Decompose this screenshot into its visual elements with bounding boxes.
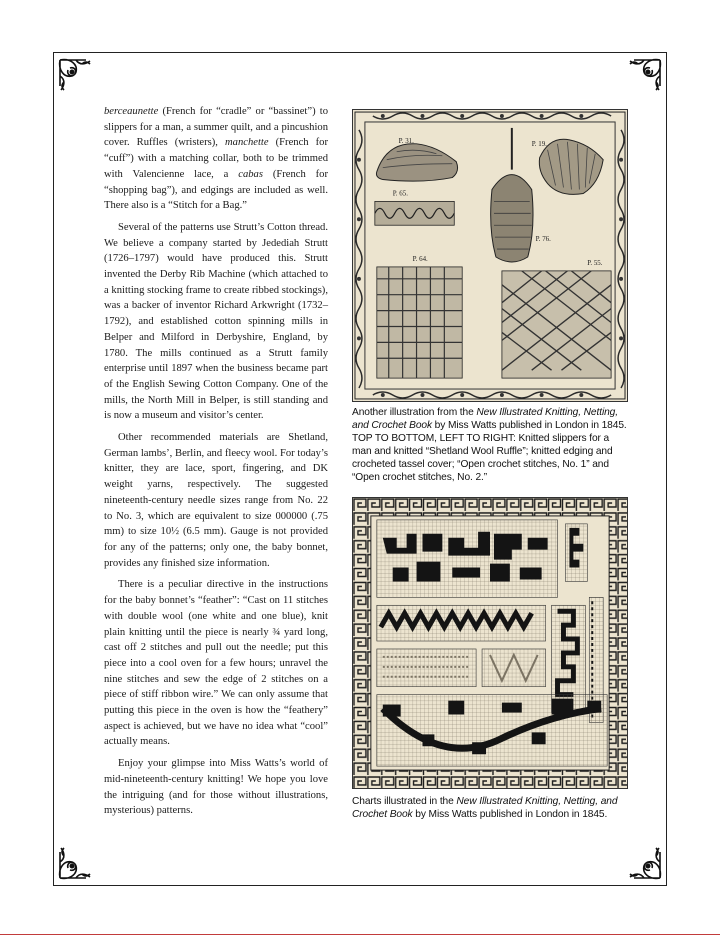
italic-term: berceaunette bbox=[104, 106, 159, 117]
text-run: (French for “shopping bag”), and edgings are included as well. There also is a “Stitch for a Bag.” bbox=[104, 168, 328, 212]
italic-term: manchette bbox=[225, 137, 269, 149]
ruffle-drawing bbox=[539, 139, 603, 194]
body-text-column bbox=[104, 104, 328, 825]
bottom-rule bbox=[0, 934, 720, 935]
slipper-drawing bbox=[376, 144, 457, 181]
figure2-caption bbox=[352, 795, 630, 821]
corner-ornament-top-left bbox=[56, 56, 102, 102]
label-p31: P. 31. bbox=[398, 136, 414, 145]
body-paragraph: There is a peculiar directive in the instructions for the baby bonnet’s “feather”: “Cast on 11 stitches with double wool (one white and one blue), knit plain knitting until the piece is nearly ¾ yard long, cast off 2 stitches and pull out the needle; put this piece into a cool oven for a few hours; unravel the nine stitches and sew the edge of 2 stitches on a piece of stiff ribbon wire.” We can only assume that putting this piece in the oven is how the “feathery” aspect is achieved, but we have no idea what “cool” actually means. bbox=[104, 579, 328, 748]
italic-term: cabas bbox=[238, 168, 263, 180]
engraving-svg bbox=[353, 110, 627, 401]
figure1-caption bbox=[352, 406, 630, 484]
caption-order-label: TOP TO BOTTOM, LEFT TO RIGHT: bbox=[352, 433, 516, 444]
illustration-knitted-items bbox=[352, 109, 628, 402]
caption-book-title: New Illustrated Knitting, Netting, and Crochet Book bbox=[352, 796, 618, 820]
corner-ornament-bottom-left bbox=[56, 836, 102, 882]
label-p76: P. 76. bbox=[535, 235, 551, 244]
text-run: (French for “cradle” or “bassinet”) to slippers for a man, a summer quilt, and a pincushion cover. Ruffles (wristers), bbox=[104, 106, 328, 149]
caption-text: by Miss Watts published in London in 1845. bbox=[431, 420, 627, 431]
caption-text: by Miss Watts published in London in 1845. bbox=[412, 809, 608, 820]
illustration-knitting-charts bbox=[352, 497, 628, 789]
charts-svg bbox=[353, 498, 627, 788]
tassel-drawing bbox=[491, 128, 533, 262]
label-p55: P. 55. bbox=[587, 258, 603, 267]
label-p65: P. 65. bbox=[392, 189, 408, 198]
corner-ornament-bottom-right bbox=[618, 836, 664, 882]
body-paragraph: Several of the patterns use Strutt’s Cotton thread. We believe a company started by Jedediah Strutt (1726–1797) would have produced this. Strutt invented the Derby Rib Machine (which attached to a knitting stocking frame to create ribbed stockings), was a backer of inventor Richard Arkwright (1732–1792), and established cotton spinning mills in Belper and Milford in Derbyshire, England, by 1780. The mills continued as a Strutt family enterprise until 1897 when the business became part of the English Sewing Cotton Company. One of the mills, the North Mill in Belper, is still standing and is now a museum and visitor’s center. bbox=[104, 221, 328, 422]
label-p64: P. 64. bbox=[412, 254, 428, 263]
body-paragraph: Other recommended materials are Shetland, German lambs’, Berlin, and fleecy wool. For today’s knitter, they are lace, sport, fingering, and DK weight yarns, respectively. The suggested nineteenth-century needle sizes range from No. 22 to No. 3, which are equivalent to size 000000 (.75 mm) to size 10½ (6.5 mm). Gauge is not provided for any of the patterns; only one, the baby bonnet, provides any finished size information. bbox=[104, 432, 328, 569]
caption-book-title: New Illustrated Knitting, Netting, and Crochet Book bbox=[352, 407, 618, 431]
caption-text: Another illustration from the bbox=[352, 407, 477, 418]
crochet-stitch-1-drawing bbox=[377, 267, 462, 378]
crochet-stitch-2-drawing bbox=[502, 271, 611, 378]
body-paragraph bbox=[104, 104, 328, 214]
caption-text: Knitted slippers for a man and knitted “Shetland Wool Ruffle”; knitted edging and crocheted tassel cover; “Open crochet stitches, No. 1” and “Open crochet stitches, No. 2.” bbox=[352, 433, 613, 483]
label-p19: P. 19. bbox=[531, 139, 547, 148]
body-paragraph: Enjoy your glimpse into Miss Watts’s world of mid-nineteenth-century knitting! We hope you love the intriguing (and for those without illustrations, mysterious) patterns. bbox=[104, 758, 328, 817]
corner-ornament-top-right bbox=[618, 56, 664, 102]
caption-text: Charts illustrated in the bbox=[352, 796, 457, 807]
text-run: (French for “cuff”) with a matching collar, both to be trimmed with Valencienne lace, a bbox=[104, 137, 328, 180]
edging-drawing bbox=[375, 201, 454, 225]
